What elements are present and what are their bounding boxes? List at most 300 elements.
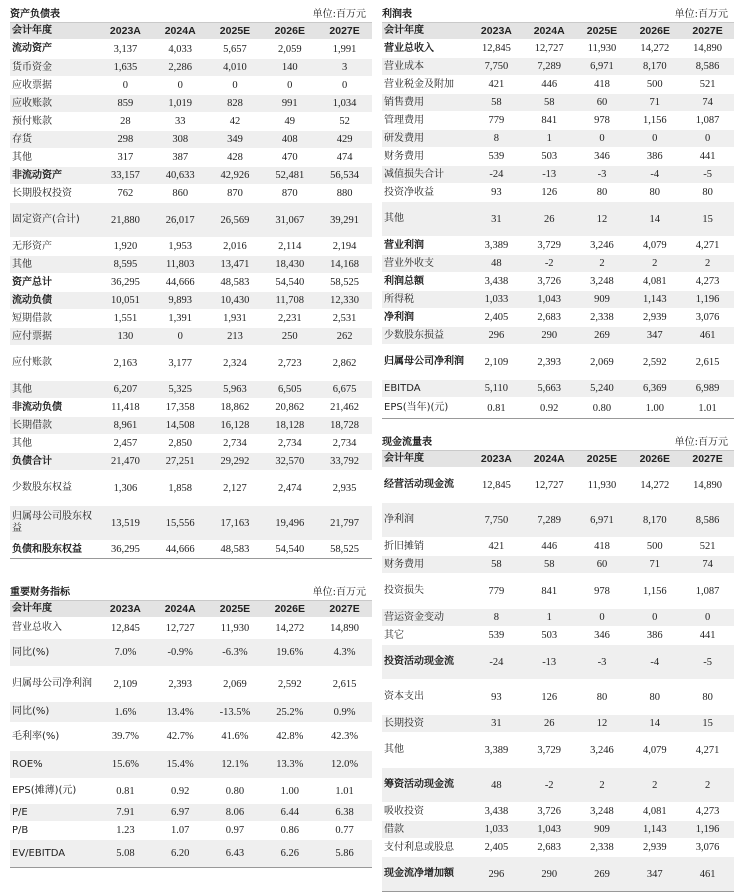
table-row [382, 467, 734, 502]
row-value: 11,930 [220, 622, 250, 634]
row-label: 营业税金及附加 [384, 78, 454, 90]
row-value: 5,963 [223, 384, 247, 395]
row-value: 418 [594, 541, 610, 552]
row-label: 资本支出 [384, 691, 424, 702]
row-value: -3 [597, 656, 607, 668]
row-value: 2,286 [168, 62, 192, 73]
row-value: 0 [599, 612, 605, 623]
row-value: 290 [541, 868, 558, 880]
row-value: 1,196 [695, 824, 720, 835]
row-label: 非流动资产 [12, 169, 62, 181]
row-value: 213 [227, 331, 243, 342]
row-value: 2,163 [113, 357, 138, 369]
row-value: -2 [544, 258, 554, 269]
row-value: 58 [543, 559, 555, 570]
row-label: 流动负债 [12, 294, 52, 306]
row-value: 1,931 [223, 313, 247, 324]
row-value: -6.3% [222, 647, 248, 658]
table-row [382, 573, 734, 608]
row-label: 归属母公司股东权益 [12, 511, 92, 534]
table-row [10, 273, 372, 291]
row-value: 386 [646, 151, 663, 162]
row-value: 21,470 [110, 456, 140, 467]
row-value: 58 [491, 97, 502, 108]
table-row [10, 398, 372, 416]
row-value: 1,391 [168, 313, 192, 324]
row-value: 3,137 [113, 43, 138, 55]
row-value: 26 [543, 718, 555, 729]
row-value: 13,471 [220, 259, 250, 270]
row-value: 347 [646, 330, 663, 341]
row-value: 2,109 [484, 356, 509, 368]
row-value: 8,170 [642, 61, 667, 72]
row-value: 2,734 [223, 438, 247, 449]
row-value: 54,540 [275, 544, 305, 555]
table-row [10, 130, 372, 148]
row-value: 60 [596, 97, 608, 108]
row-value: 3,729 [537, 240, 561, 251]
row-value: 0 [652, 612, 658, 623]
table-row [382, 272, 734, 290]
row-label: 现金流净增加额 [384, 868, 454, 879]
row-value: 2,059 [277, 43, 302, 55]
table-row [382, 397, 734, 419]
row-value: 21,880 [110, 214, 140, 226]
row-label: 投资净收益 [384, 186, 434, 198]
row-value: 1,920 [113, 241, 138, 252]
table-row [10, 94, 372, 112]
row-value: -5 [703, 656, 712, 668]
row-value: 12,845 [481, 43, 511, 54]
row-value: -5 [703, 169, 712, 180]
row-value: 6,675 [332, 384, 357, 395]
cashflow-statement-section [382, 436, 734, 892]
table-row [10, 58, 372, 76]
row-value: 1.00 [280, 785, 299, 797]
row-value: 10,051 [110, 295, 140, 306]
row-value: 1,635 [113, 62, 138, 73]
row-label: P/E [12, 806, 28, 818]
table-row [382, 147, 734, 165]
row-value: 44,666 [165, 277, 195, 288]
row-value: 2 [599, 258, 605, 269]
header-year: 2025E [586, 453, 618, 465]
header-year: 2026E [639, 453, 670, 465]
row-value: 5.08 [116, 848, 135, 859]
row-value: 12.0% [331, 759, 359, 770]
row-value: 0 [341, 80, 348, 91]
row-value: 1,033 [484, 294, 509, 305]
row-label: 其他 [12, 437, 32, 449]
row-label: EV/EBITDA [12, 847, 66, 859]
row-value: 11,708 [275, 295, 305, 306]
row-value: 2,615 [332, 678, 357, 690]
table-row [10, 112, 372, 130]
row-value: 27,251 [165, 456, 195, 467]
row-value: 17,163 [220, 517, 250, 529]
income-statement-section [382, 8, 734, 419]
row-value: 29,292 [220, 456, 250, 467]
row-value: 269 [594, 868, 610, 880]
row-value: 0 [232, 80, 238, 91]
row-value: 262 [336, 331, 353, 342]
balance-unit: 单位:百万元 [312, 9, 366, 20]
row-value: 18,728 [330, 420, 360, 431]
row-value: 298 [117, 134, 134, 145]
row-value: 269 [594, 330, 610, 341]
table-row [382, 644, 734, 679]
row-value: 33,157 [110, 170, 140, 181]
row-value: 6.26 [280, 848, 299, 859]
income-unit: 单位:百万元 [674, 9, 728, 20]
row-value: 14,890 [693, 479, 723, 491]
row-value: 1.07 [171, 825, 190, 836]
row-value: 446 [541, 541, 558, 552]
row-value: 5,240 [590, 383, 614, 394]
row-value: 2,862 [332, 357, 357, 369]
row-label: 同比(%) [12, 706, 50, 717]
row-value: 80 [596, 691, 608, 703]
row-value: 18,128 [275, 420, 305, 431]
row-value: 10,430 [220, 295, 250, 306]
table-row [382, 820, 734, 838]
row-value: 12,727 [534, 43, 564, 54]
row-label: 销售费用 [384, 96, 424, 108]
row-value: 2,723 [277, 357, 302, 369]
row-value: 6,971 [590, 514, 614, 526]
row-value: 0 [177, 80, 183, 91]
table-row [382, 608, 734, 626]
row-value: 31 [491, 718, 502, 729]
row-value: 2,683 [537, 842, 561, 853]
row-label: 营运资金变动 [384, 611, 444, 623]
table-row [382, 626, 734, 644]
row-label: 利润总额 [384, 275, 424, 287]
row-label: 营业成本 [384, 60, 424, 72]
row-value: 15 [702, 213, 713, 225]
row-label: 负债合计 [12, 455, 52, 467]
row-value: 33 [174, 116, 186, 127]
table-row [10, 380, 372, 398]
row-value: 0 [652, 133, 658, 144]
row-label: 应付票据 [12, 330, 52, 342]
row-value: 461 [699, 330, 716, 341]
row-value: 2,457 [113, 438, 138, 449]
row-value: 14,272 [640, 479, 670, 491]
row-value: 474 [336, 152, 353, 163]
row-value: 2,405 [484, 842, 509, 853]
row-value: 2,939 [642, 312, 667, 323]
ratios-header-row [10, 600, 372, 617]
row-value: -13.5% [219, 706, 251, 718]
row-value: 3,438 [484, 806, 509, 817]
row-value: 978 [594, 115, 610, 126]
row-label: 所得税 [384, 293, 414, 305]
row-value: 14,272 [275, 622, 305, 634]
row-value: 3,438 [484, 276, 509, 287]
balance-title-bar [10, 8, 372, 22]
table-row [10, 166, 372, 184]
header-year: 2024A [533, 453, 565, 465]
row-label: EBITDA [384, 382, 421, 394]
row-label: 净利润 [384, 514, 414, 525]
table-row [10, 617, 372, 638]
row-label: 折旧摊销 [384, 540, 424, 552]
row-value: 36,295 [110, 544, 140, 555]
header-year: 2024A [533, 25, 565, 37]
table-row [382, 326, 734, 344]
row-label: 短期借款 [12, 312, 52, 324]
row-value: 3,729 [537, 744, 561, 756]
row-value: 42,926 [220, 170, 250, 181]
row-value: 74 [702, 97, 713, 108]
row-value: 71 [649, 97, 661, 108]
row-value: 0.92 [171, 785, 190, 797]
row-label: 归属母公司净利润 [12, 678, 92, 689]
row-value: 2 [704, 258, 711, 269]
row-value: 1 [546, 612, 552, 623]
row-label: 应收账款 [12, 97, 52, 109]
header-year: 2027E [692, 453, 723, 465]
row-value: 14,508 [165, 420, 195, 431]
row-label: 负债和股东权益 [12, 543, 82, 555]
row-value: 6,971 [590, 61, 614, 72]
row-value: 7,289 [537, 61, 561, 72]
cashflow-title: 现金流量表 [382, 437, 432, 448]
row-value: 12,845 [481, 479, 511, 491]
header-year: 2023A [480, 453, 512, 465]
row-value: 421 [488, 541, 505, 552]
row-value: -2 [544, 779, 554, 791]
row-value: 1,087 [695, 115, 720, 126]
row-value: 441 [699, 630, 716, 641]
row-value: 6,207 [113, 384, 138, 395]
row-value: 52,481 [275, 170, 305, 181]
row-value: 2,338 [590, 842, 614, 853]
row-value: -24 [489, 656, 504, 668]
row-value: 71 [649, 559, 661, 570]
header-year: 2024A [164, 603, 196, 615]
table-row [10, 327, 372, 345]
row-value: 2 [652, 779, 658, 791]
income-title-bar [382, 8, 734, 22]
row-value: 1,306 [113, 482, 138, 494]
row-value: 15.4% [166, 759, 194, 770]
row-value: 4,081 [642, 276, 667, 287]
row-value: 347 [646, 868, 663, 880]
row-value: 4,273 [695, 276, 720, 287]
row-value: 80 [596, 187, 608, 198]
row-value: 17,358 [165, 402, 195, 413]
row-value: 6,369 [642, 383, 667, 394]
row-value: 3,177 [168, 357, 192, 369]
row-value: 21,462 [330, 402, 360, 413]
table-row [10, 638, 372, 666]
row-value: 387 [172, 152, 189, 163]
header-label: 会计年度 [12, 25, 52, 36]
table-row [10, 540, 372, 559]
balance-sheet-section [10, 8, 372, 559]
row-value: 140 [281, 62, 298, 73]
row-label: 筹资活动现金流 [384, 779, 454, 790]
row-value: 2,338 [590, 312, 614, 323]
table-row [382, 254, 734, 272]
row-value: 0.81 [116, 785, 135, 797]
table-row [382, 555, 734, 573]
row-value: 461 [699, 868, 716, 880]
row-value: 2,324 [223, 357, 247, 369]
row-value: 48,583 [220, 277, 250, 288]
row-label: 归属母公司净利润 [384, 356, 464, 367]
row-value: 26,569 [220, 214, 250, 226]
table-row [382, 856, 734, 892]
table-row [10, 434, 372, 452]
row-value: 500 [646, 541, 663, 552]
row-label: 长期投资 [384, 717, 424, 729]
row-value: 32,570 [275, 456, 305, 467]
table-row [382, 201, 734, 236]
table-row [10, 148, 372, 166]
row-label: 非流动负债 [12, 401, 62, 413]
table-row [10, 778, 372, 803]
row-value: 12,845 [110, 622, 140, 634]
row-value: 0.80 [225, 785, 245, 797]
table-row [382, 838, 734, 856]
row-value: 2 [652, 258, 658, 269]
row-value: 2,127 [223, 482, 247, 494]
row-value: 3,389 [484, 744, 509, 756]
row-value: 317 [117, 152, 134, 163]
table-row [10, 722, 372, 750]
row-value: 3,248 [590, 806, 614, 817]
row-value: 26 [543, 213, 555, 225]
row-value: 14,890 [693, 43, 723, 54]
row-value: 4,271 [695, 744, 720, 756]
row-value: 346 [594, 151, 610, 162]
row-value: 421 [488, 79, 505, 90]
row-value: 15 [702, 718, 713, 729]
row-value: 20,862 [275, 402, 305, 413]
row-value: 0 [704, 133, 711, 144]
row-label: 减值损失合计 [384, 168, 444, 180]
row-value: 80 [702, 691, 713, 703]
row-value: -13 [542, 169, 557, 180]
row-label: P/B [12, 824, 29, 836]
header-year: 2027E [329, 603, 360, 615]
row-value: 58,525 [330, 544, 360, 555]
row-value: 14 [649, 213, 661, 225]
row-value: 5.86 [335, 848, 354, 859]
row-value: 4,081 [642, 806, 667, 817]
row-value: 250 [281, 331, 298, 342]
row-value: 2,016 [223, 241, 247, 252]
row-value: 31 [491, 213, 502, 225]
table-row [10, 184, 372, 202]
row-label: 其他 [12, 151, 32, 163]
table-row [382, 308, 734, 326]
row-value: 25.2% [276, 706, 304, 718]
row-value: 6.97 [171, 807, 190, 818]
header-label: 会计年度 [384, 453, 424, 464]
row-value: 8,595 [113, 259, 138, 270]
row-value: 4,271 [695, 240, 720, 251]
table-row [10, 255, 372, 273]
row-value: 779 [488, 585, 505, 597]
row-value: 500 [646, 79, 663, 90]
row-value: 2,592 [277, 678, 302, 690]
row-value: 841 [541, 585, 558, 597]
row-value: 11,930 [587, 479, 617, 491]
row-value: 870 [227, 188, 243, 199]
row-value: 2,935 [332, 482, 357, 494]
row-label: 毛利率(%) [12, 730, 60, 742]
row-label: 吸收投资 [384, 805, 424, 817]
row-value: 296 [488, 868, 505, 880]
row-value: 14,168 [330, 259, 360, 270]
row-value: 0 [122, 80, 129, 91]
row-value: 13.4% [166, 706, 194, 718]
row-value: 3,726 [537, 276, 561, 287]
row-value: 48,583 [220, 544, 250, 555]
row-value: 52 [339, 116, 350, 127]
row-value: 74 [702, 559, 713, 570]
table-row [382, 39, 734, 57]
row-value: 11,803 [165, 259, 195, 270]
row-label: 支付利息或股息 [384, 841, 454, 853]
row-value: 12,727 [534, 479, 564, 491]
table-row [10, 237, 372, 255]
row-value: 6,989 [695, 383, 720, 394]
table-row [382, 93, 734, 111]
row-value: 6,505 [277, 384, 302, 395]
row-value: 3,248 [590, 276, 614, 287]
row-value: 1.6% [114, 706, 137, 718]
row-label: 长期股权投资 [12, 187, 72, 199]
row-value: 1,143 [642, 824, 667, 835]
header-year: 2026E [274, 603, 305, 615]
row-value: 13.3% [276, 759, 304, 770]
row-value: 1,953 [168, 241, 192, 252]
row-value: 1,043 [537, 294, 561, 305]
row-value: 349 [227, 134, 243, 145]
row-value: -0.9% [167, 647, 193, 658]
row-value: 4.3% [333, 647, 356, 658]
row-value: 5,325 [168, 384, 192, 395]
row-value: 6.44 [280, 807, 299, 818]
row-label: 财务费用 [384, 150, 424, 162]
row-value: 42.8% [276, 731, 304, 742]
header-year: 2024A [164, 25, 196, 37]
row-value: 503 [541, 630, 558, 641]
row-value: 4,079 [642, 240, 667, 251]
row-label: 少数股东权益 [12, 482, 72, 493]
row-value: 7,750 [484, 61, 509, 72]
row-value: 1,143 [642, 294, 667, 305]
row-value: 2,734 [277, 438, 302, 449]
row-label: 投资活动现金流 [384, 656, 454, 667]
row-value: 36,295 [110, 277, 140, 288]
row-value: 2,109 [113, 678, 138, 690]
row-label: 流动资产 [12, 43, 52, 54]
row-value: 8,586 [695, 514, 720, 526]
row-value: 58 [491, 559, 502, 570]
row-value: 2,231 [277, 313, 302, 324]
row-value: 1.01 [335, 785, 354, 797]
header-year: 2026E [274, 25, 305, 37]
row-value: -13 [542, 656, 557, 668]
table-row [10, 202, 372, 237]
balance-title: 资产负债表 [10, 9, 60, 20]
